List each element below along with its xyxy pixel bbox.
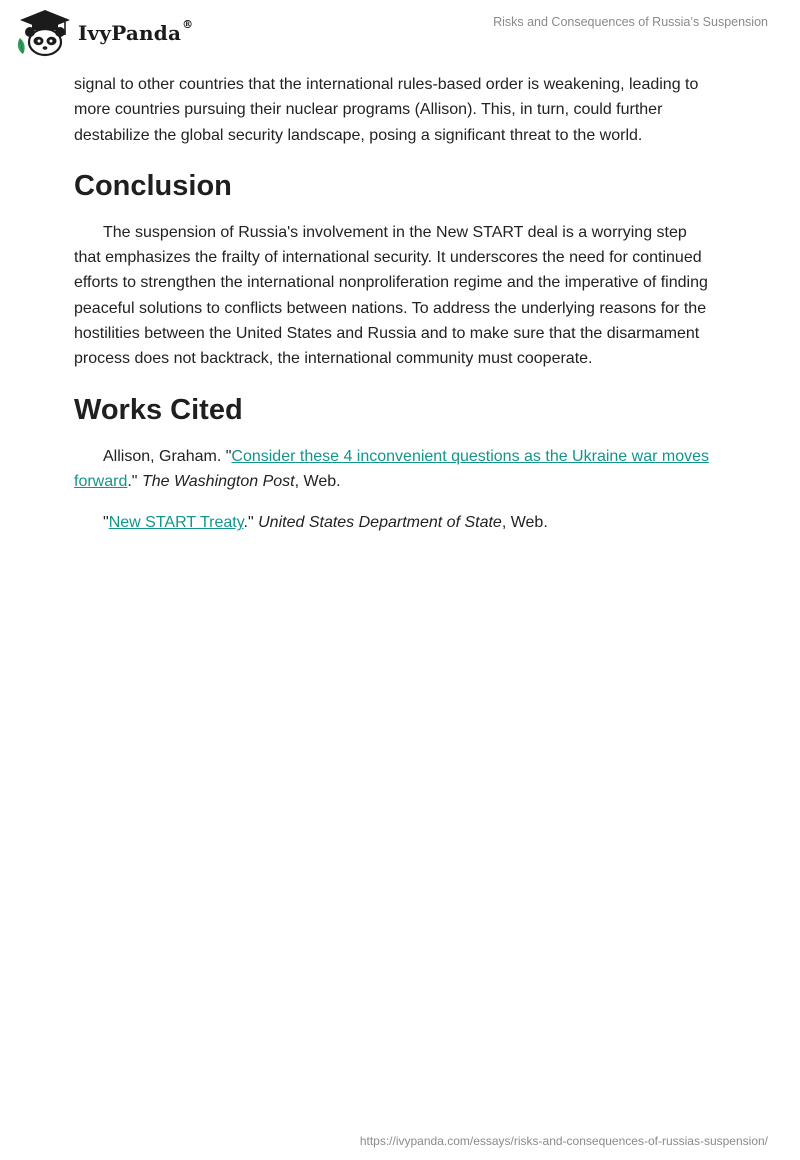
page-header: [0, 0, 800, 70]
citation-suffix: , Web.: [501, 514, 548, 532]
citation-punctuation: .": [127, 472, 142, 490]
citation-link[interactable]: Consider these 4 inconvenient questions as the Ukraine war moves forward: [74, 447, 709, 490]
citation-author: ": [103, 514, 109, 532]
citation-source: United States Department of State: [258, 514, 502, 532]
conclusion-heading: Conclusion: [74, 169, 232, 202]
registered-mark: ®: [182, 18, 194, 31]
citation-entry: [74, 510, 714, 535]
citation-source: The Washington Post: [141, 472, 295, 490]
continuation-paragraph: signal to other countries that the international rules-based order is weakening, leading to more countries pursuing their nuclear programs (Allison). This, in turn, could further destabilize the global security landscape, posing a significant threat to the world.: [74, 76, 699, 144]
footer-url[interactable]: https://ivypanda.com/essays/risks-and-consequences-of-russias-suspension/: [359, 1134, 768, 1148]
works-cited-heading: Works Cited: [74, 393, 243, 426]
ivypanda-logo[interactable]: [14, 8, 204, 58]
panda-graduate-icon: [14, 8, 76, 58]
essay-content: [74, 72, 714, 552]
citation-link[interactable]: New START Treaty: [108, 514, 244, 532]
citation-author: Allison, Graham. ": [103, 447, 232, 465]
citation-entry: [74, 444, 714, 495]
logo-wordmark: [78, 18, 194, 45]
logo-name: IvyPanda: [78, 21, 182, 45]
citation-suffix: , Web.: [294, 472, 341, 490]
citation-punctuation: .": [243, 514, 259, 532]
conclusion-paragraph: The suspension of Russia's involvement in the New START deal is a worrying step that emphasizes the frailty of international security. It underscores the need for continued efforts to strengthen the international nonproliferation regime and the imperative of finding peaceful solutions to conflicts between nations. To address the underlying reasons for the hostilities between the United States and Russia and to make sure that the disarmament process does not backtrack, the international community must cooperate.: [74, 223, 708, 368]
running-title: Risks and Consequences of Russia’s Suspension: [493, 15, 768, 29]
